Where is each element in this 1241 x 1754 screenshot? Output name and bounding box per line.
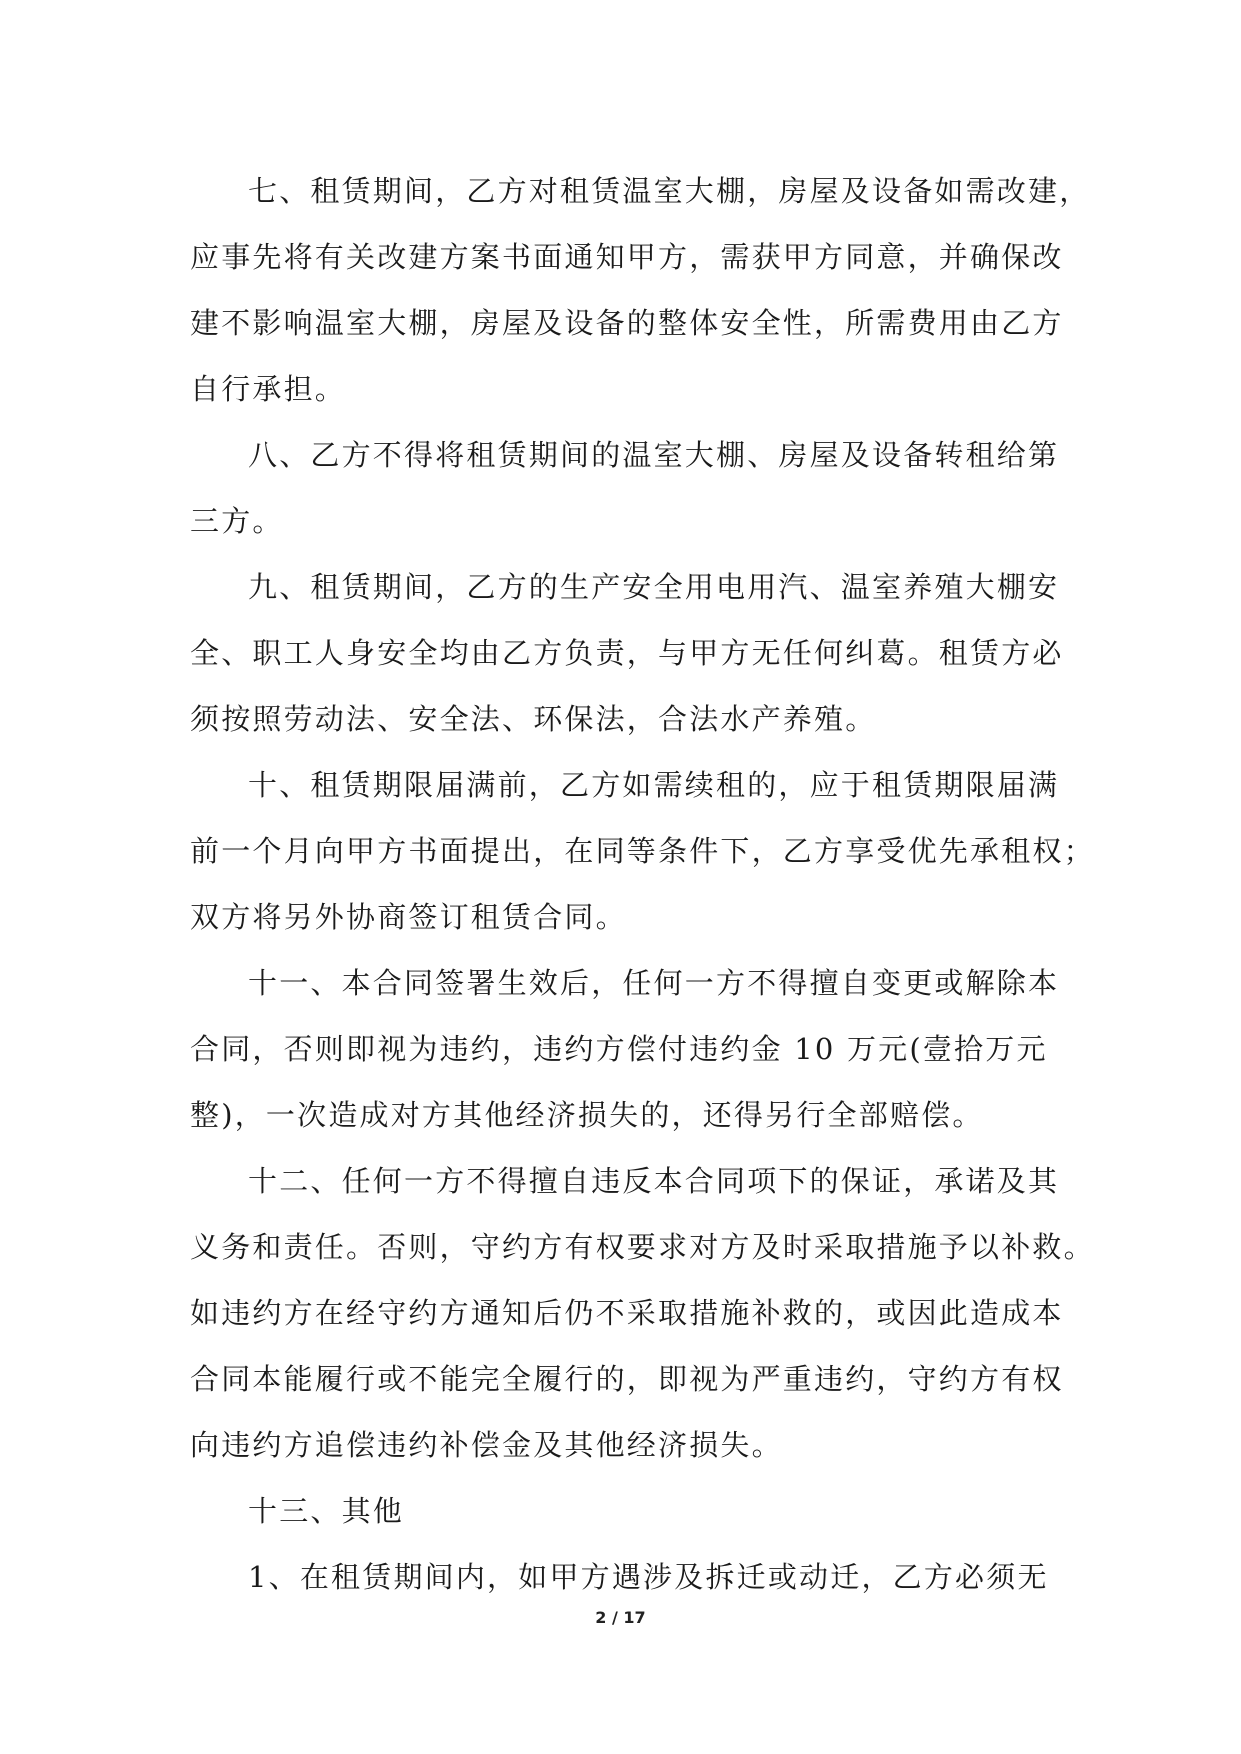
page-number: 2 / 17 [595, 1608, 646, 1627]
text-line: 整)，一次造成对方其他经济损失的，还得另行全部赔偿。 [190, 1098, 984, 1132]
text-line: 九、租赁期间，乙方的生产安全用电用汽、温室养殖大棚安 [248, 570, 1060, 604]
text-line: 应事先将有关改建方案书面通知甲方，需获甲方同意，并确保改 [190, 240, 1064, 274]
text-line: 须按照劳动法、安全法、环保法，合法水产养殖。 [190, 702, 877, 736]
document-body [190, 158, 1095, 1610]
text-line: 八、乙方不得将租赁期间的温室大棚、房屋及设备转租给第 [248, 438, 1060, 472]
text-line: 十一、本合同签署生效后，任何一方不得擅自变更或解除本 [248, 966, 1060, 1000]
text-line: 七、租赁期间，乙方对租赁温室大棚，房屋及设备如需改建， [248, 174, 1091, 208]
text-line: 建不影响温室大棚，房屋及设备的整体安全性，所需费用由乙方 [190, 306, 1064, 340]
text-line: 三方。 [190, 504, 284, 538]
text-line: 十三、其他 [248, 1494, 405, 1528]
text-line: 合同，否则即视为违约，违约方偿付违约金 10 万元(壹拾万元 [190, 1032, 1048, 1066]
text-line: 十、租赁期限届满前，乙方如需续租的，应于租赁期限届满 [248, 768, 1060, 802]
text-line: 双方将另外协商签订租赁合同。 [190, 900, 627, 934]
text-line: 向违约方追偿违约补偿金及其他经济损失。 [190, 1428, 783, 1462]
text-line: 十二、任何一方不得擅自违反本合同项下的保证，承诺及其 [248, 1164, 1060, 1198]
text-line: 前一个月向甲方书面提出，在同等条件下，乙方享受优先承租权； [190, 834, 1095, 868]
text-line: 合同本能履行或不能完全履行的，即视为严重违约，守约方有权 [190, 1362, 1064, 1396]
text-line: 义务和责任。否则，守约方有权要求对方及时采取措施予以补救。 [190, 1230, 1095, 1264]
text-line: 如违约方在经守约方通知后仍不采取措施补救的，或因此造成本 [190, 1296, 1064, 1330]
text-line: 全、职工人身安全均由乙方负责，与甲方无任何纠葛。租赁方必 [190, 636, 1064, 670]
text-line: 自行承担。 [190, 372, 347, 406]
text-line: 1、在租赁期间内，如甲方遇涉及拆迁或动迁，乙方必须无 [248, 1560, 1049, 1594]
